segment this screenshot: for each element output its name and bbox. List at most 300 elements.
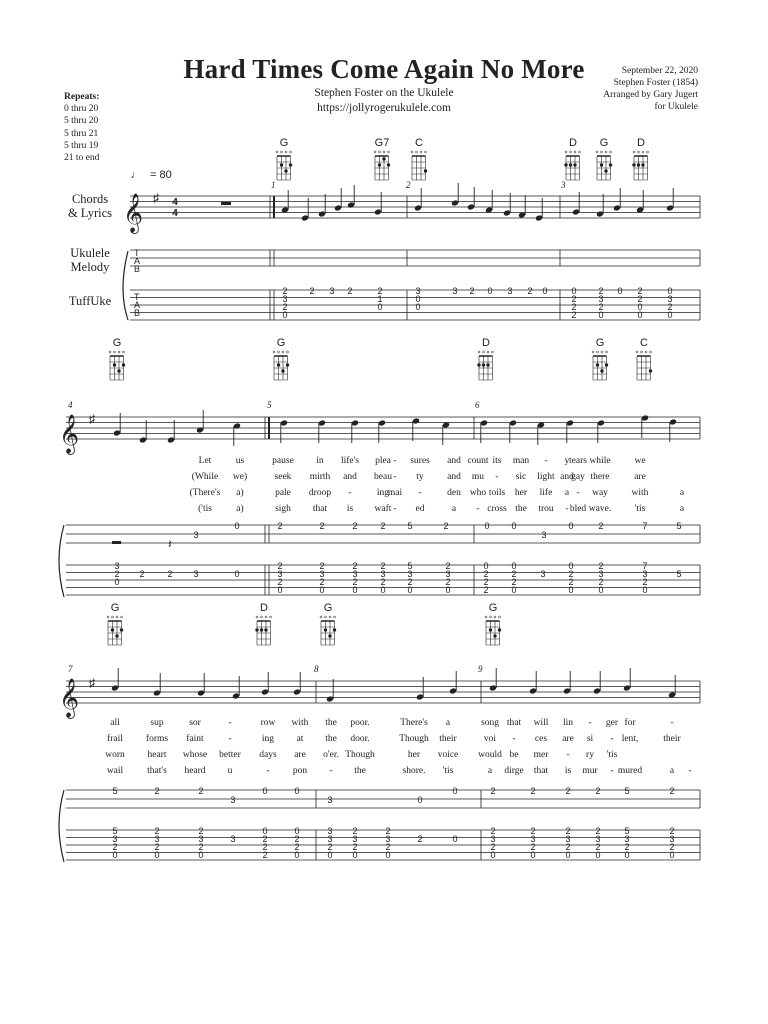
tab-fret: 0 (568, 585, 574, 595)
lyric-syllable: - (393, 472, 397, 482)
lyric-syllable: in (316, 456, 324, 466)
composer-text: Stephen Foster (1854) (613, 78, 698, 88)
lyric-syllable: mured (617, 766, 643, 776)
chord-diagram-open (320, 616, 322, 618)
tab-fret: 2 (530, 842, 536, 852)
chord-diagram-open (123, 351, 125, 353)
chord-diagram-open (107, 616, 109, 618)
tab-fret: 0 (483, 561, 489, 571)
lyric-syllable: her (514, 488, 528, 498)
lyric-syllable: - (688, 766, 692, 776)
chord-name: G (279, 137, 289, 149)
lyric-syllable: - (266, 766, 270, 776)
chord-diagram-open (112, 616, 114, 618)
tab-fret: 3 (198, 834, 204, 844)
tab-fret: 0 (262, 786, 268, 796)
lyric-syllable: mur (582, 766, 598, 776)
tab-fret: 2 (637, 294, 643, 304)
tab-fret: 5 (624, 826, 630, 836)
chord-diagram-dot (113, 363, 116, 366)
chord-diagram-dot (286, 363, 289, 366)
tab-fret: 3 (540, 569, 546, 579)
measure-number: 4 (68, 400, 73, 410)
lyric-syllable: o'er. (323, 750, 339, 760)
lyric-syllable: - (393, 456, 397, 466)
key-signature-sharp: ♯ (89, 412, 95, 426)
tab-fret: 2 (407, 577, 413, 587)
chord-diagram-open (276, 151, 278, 153)
tempo-mark: = 80 (150, 169, 172, 181)
tab-fret: 3 (352, 569, 358, 579)
chord-diagram-open (383, 151, 385, 153)
tab-fret: 0 (319, 585, 325, 595)
tab-fret: 2 (527, 286, 533, 296)
lyric-syllable: mu (471, 472, 485, 482)
tab-fret: 3 (154, 834, 160, 844)
lyric-syllable: their (439, 734, 457, 744)
lyric-syllable: door. (350, 734, 370, 744)
tab-fret: 3 (230, 834, 236, 844)
lyric-syllable: all (110, 718, 120, 728)
tab-fret: 2 (282, 302, 288, 312)
chord-diagram-open (570, 151, 572, 153)
tab-fret: 0 (667, 310, 673, 320)
tab-fret: 2 (571, 302, 577, 312)
tab-fret: 3 (277, 569, 283, 579)
chord-name: D (637, 137, 645, 149)
tab-fret: 0 (294, 786, 300, 796)
chord-diagram-open (601, 351, 603, 353)
lyric-syllable: at (296, 734, 304, 744)
lyric-syllable: - (588, 718, 592, 728)
chord-diagram-dot (333, 628, 336, 631)
measure-number: 2 (406, 180, 411, 190)
chord-diagram-open (494, 616, 496, 618)
chord-diagram-dot (489, 628, 492, 631)
tab-fret: 7 (642, 521, 648, 531)
lyric-syllable: gay (571, 472, 585, 482)
tab-fret: 3 (415, 286, 421, 296)
chord-name: D (482, 337, 490, 349)
lyric-syllable: forms (145, 734, 169, 744)
date-text: September 22, 2020 (621, 66, 698, 76)
tab-fret: 2 (568, 569, 574, 579)
lyric-syllable: bled (569, 504, 587, 514)
chord-name: D (569, 137, 577, 149)
tab-fret: 0 (282, 310, 288, 320)
tab-fret: 3 (669, 834, 675, 844)
chord-diagram-open (596, 151, 598, 153)
lyric-syllable: the (354, 766, 366, 776)
tab-fret: 3 (624, 834, 630, 844)
lyric-syllable: better (219, 750, 241, 760)
tempo-note: ♩ (130, 169, 142, 181)
tab-fret: 0 (542, 286, 548, 296)
key-signature-sharp: ♯ (153, 191, 159, 205)
lyric-syllable: faint (186, 734, 204, 744)
chord-diagram-open (282, 351, 284, 353)
lyric-syllable: a (445, 718, 451, 728)
tab-fret: 0 (617, 286, 623, 296)
tab-fret: 2 (598, 561, 604, 571)
tab-fret: 0 (598, 585, 604, 595)
chord-diagram-open (334, 616, 336, 618)
chord-name: D (260, 602, 268, 614)
chord-diagram-dot (264, 628, 267, 631)
chord-diagram-dot (604, 169, 607, 172)
chord-diagram-dot (609, 163, 612, 166)
lyric-syllable: there (590, 472, 610, 482)
lyric-syllable: will (533, 718, 549, 728)
lyric-syllable: 'tis (606, 750, 618, 760)
tab-fret: 3 (230, 795, 236, 805)
ukulele-melody-label: Ukulele Melody (70, 246, 110, 274)
measure-number: 8 (314, 664, 319, 674)
chord-diagram-open (278, 351, 280, 353)
tab-fret: 0 (277, 585, 283, 595)
tab-fret: 2 (352, 521, 358, 531)
lyric-syllable: a) (236, 504, 244, 514)
tab-fret: 5 (407, 561, 413, 571)
tab-fret: 0 (380, 585, 386, 595)
lyric-syllable: tears (569, 456, 587, 466)
quarter-rest: 𝄽 (168, 537, 172, 551)
tab-fret: 3 (598, 569, 604, 579)
lyric-syllable: den (447, 488, 461, 498)
tab-fret: 2 (385, 826, 391, 836)
tab-fret: 0 (415, 302, 421, 312)
chord-diagram-open (273, 351, 275, 353)
tab-fret: 0 (511, 521, 517, 531)
chord-diagram-dot (486, 363, 489, 366)
lyric-syllable: - (565, 504, 569, 514)
lyric-syllable: that (533, 766, 549, 776)
chord-diagram-dot (596, 363, 599, 366)
tab-fret: 7 (642, 561, 648, 571)
chord-diagram-dot (632, 163, 635, 166)
chord-diagram-dot (477, 363, 480, 366)
lyric-syllable: ry (586, 750, 594, 760)
tab-fret: 2 (352, 842, 358, 852)
chord-diagram-open (281, 151, 283, 153)
measure-number: 6 (475, 400, 480, 410)
lyric-syllable: cross (487, 504, 507, 514)
lyric-syllable: There's (400, 718, 428, 728)
tab-fret: 2 (167, 569, 173, 579)
lyric-syllable: droop (308, 488, 332, 498)
chord-diagram-dot (600, 163, 603, 166)
lyric-syllable: poor. (350, 718, 370, 728)
lyric-syllable: a (487, 766, 493, 776)
lyric-syllable: a (451, 504, 457, 514)
instrument-text: for Ukulele (654, 102, 698, 112)
lyric-syllable: a (679, 504, 685, 514)
chord-diagram-open (565, 151, 567, 153)
chord-diagram-dot (573, 163, 576, 166)
tab-fret: 0 (114, 577, 120, 587)
chord-diagram-dot (260, 628, 263, 631)
tab-fret: 2 (490, 826, 496, 836)
tab-fret: 5 (112, 826, 118, 836)
chord-name: G (276, 337, 286, 349)
tab-fret: 2 (530, 826, 536, 836)
tab-fret: 2 (154, 786, 160, 796)
lyric-syllable: sigh (275, 504, 291, 514)
tab-fret: 3 (319, 569, 325, 579)
tab-fret: 2 (198, 826, 204, 836)
chord-diagram-dot (387, 163, 390, 166)
lyric-syllable: life (539, 488, 553, 498)
tab-fret: 0 (417, 795, 423, 805)
lyric-syllable: ger (605, 718, 619, 728)
lyric-syllable: we (634, 456, 646, 466)
tab-fret: 2 (352, 577, 358, 587)
tab-fret: 2 (154, 826, 160, 836)
tab-fret: 3 (530, 834, 536, 844)
chord-diagram-open (411, 151, 413, 153)
lyric-syllable: - (495, 472, 499, 482)
tab-fret: 2 (154, 842, 160, 852)
chord-diagram-dot (289, 163, 292, 166)
lyric-syllable: mai (387, 488, 403, 498)
tab-fret: 0 (487, 286, 493, 296)
tab-clef: B (134, 308, 141, 318)
tab-fret: 2 (262, 842, 268, 852)
tab-fret: 2 (595, 826, 601, 836)
tab-fret: 2 (565, 826, 571, 836)
lyric-syllable: and (560, 472, 574, 482)
chord-diagram-dot (117, 369, 120, 372)
chord-name: G (323, 602, 333, 614)
tab-fret: 2 (598, 521, 604, 531)
tab-fret: 2 (483, 585, 489, 595)
tab-fret: 2 (667, 302, 673, 312)
lyric-syllable: heart (147, 750, 167, 760)
tab-fret: 0 (530, 850, 536, 860)
lyric-syllable: whose (182, 750, 208, 760)
tab-fret: 3 (193, 530, 199, 540)
chord-diagram-dot (569, 163, 572, 166)
chord-diagram-dot (111, 628, 114, 631)
tab-fret: 2 (417, 834, 423, 844)
lyric-syllable: that (506, 718, 522, 728)
chord-diagram-open (287, 351, 289, 353)
chord-diagram-dot (120, 628, 123, 631)
lyric-syllable: are (634, 472, 646, 482)
tab-fret: 0 (112, 850, 118, 860)
tab-fret: 2 (198, 842, 204, 852)
lyric-syllable: beau (374, 472, 392, 482)
lyric-syllable: who (469, 488, 487, 498)
tab-clef: T (134, 292, 140, 302)
tab-fret: 2 (380, 577, 386, 587)
lyric-syllable: life's (340, 456, 360, 466)
tab-clef: B (134, 264, 141, 274)
lyric-syllable: si (586, 734, 594, 744)
chord-diagram-dot (482, 363, 485, 366)
chord-diagram-dot (280, 163, 283, 166)
chord-diagram-dot (637, 163, 640, 166)
chord-diagram-open (487, 351, 489, 353)
tab-fret: 0 (377, 302, 383, 312)
lyric-syllable: song (481, 718, 499, 728)
lyric-syllable: their (663, 734, 681, 744)
tab-fret: 3 (598, 294, 604, 304)
lyric-syllable: toils (488, 488, 506, 498)
tab-fret: 0 (262, 826, 268, 836)
lyric-syllable: pon (292, 766, 308, 776)
tab-fret: 2 (309, 286, 315, 296)
tab-fret: 2 (352, 561, 358, 571)
lyric-syllable: are (562, 734, 574, 744)
tab-fret: 3 (642, 569, 648, 579)
lyric-syllable: and (447, 456, 461, 466)
lyric-syllable: voi (483, 734, 497, 744)
lyric-syllable: - (610, 734, 614, 744)
lyric-syllable: would (478, 750, 502, 760)
lyric-syllable: Let (198, 456, 212, 466)
treble-clef: 𝄞 (122, 193, 144, 233)
lyric-syllable: her (407, 750, 421, 760)
tab-fret: 0 (452, 786, 458, 796)
lyric-syllable: plea (375, 456, 391, 466)
lyric-syllable: - (544, 456, 548, 466)
chord-diagram-open (270, 616, 272, 618)
tab-fret: 5 (676, 521, 682, 531)
lyric-syllable: - (576, 488, 580, 498)
chord-diagram-dot (605, 363, 608, 366)
lyric-syllable: y (564, 456, 570, 466)
tab-fret: 0 (667, 286, 673, 296)
tab-fret: 0 (598, 310, 604, 320)
whole-rest (221, 202, 231, 205)
chord-diagram-dot (284, 169, 287, 172)
tab-fret: 2 (294, 834, 300, 844)
lyric-syllable: - (476, 504, 480, 514)
lyric-syllable: frail (107, 734, 123, 744)
lyric-syllable: Though (345, 750, 375, 760)
lyric-syllable: ('tis (198, 504, 212, 514)
lyric-syllable: days (259, 750, 277, 760)
chord-diagram-dot (641, 163, 644, 166)
tab-fret: 3 (541, 530, 547, 540)
lyric-syllable: (While (191, 472, 219, 482)
tab-fret: 2 (598, 286, 604, 296)
chord-diagram-open (109, 351, 111, 353)
lyric-syllable: - (228, 718, 232, 728)
tab-fret: 2 (669, 786, 675, 796)
lyric-syllable: worn (105, 750, 125, 760)
tab-fret: 2 (530, 786, 536, 796)
chord-diagram-open (285, 151, 287, 153)
tab-fret: 3 (282, 294, 288, 304)
tab-fret: 0 (452, 834, 458, 844)
tab-fret: 1 (377, 294, 383, 304)
lyric-syllable: pale (275, 488, 291, 498)
lyric-syllable: with (291, 718, 309, 728)
lyric-syllable: way (592, 488, 608, 498)
tab-fret: 2 (282, 286, 288, 296)
lyric-syllable: the (325, 734, 337, 744)
tab-fret: 2 (198, 786, 204, 796)
lyric-syllable: is (346, 504, 354, 514)
chord-name: C (415, 137, 423, 149)
tab-fret: 0 (407, 585, 413, 595)
chord-diagram-open (483, 351, 485, 353)
tab-fret: 5 (624, 786, 630, 796)
staff-brace (59, 790, 64, 862)
chord-diagram-open (606, 351, 608, 353)
tab-fret: 0 (352, 850, 358, 860)
chord-diagram-open (650, 351, 652, 353)
lyric-syllable: ing (261, 734, 275, 744)
tab-fret: 2 (595, 842, 601, 852)
chord-diagram-open (601, 151, 603, 153)
chord-diagram-open (114, 351, 116, 353)
lyric-syllable: be (509, 750, 519, 760)
tab-fret: 3 (507, 286, 513, 296)
chord-diagram-open (597, 351, 599, 353)
tab-fret: 2 (445, 561, 451, 571)
chord-diagram-open (256, 616, 258, 618)
lyric-syllable: u (227, 766, 233, 776)
chord-diagram-open (388, 151, 390, 153)
tab-fret: 2 (443, 521, 449, 531)
tab-fret: 3 (327, 826, 333, 836)
chord-diagram-dot (564, 163, 567, 166)
chord-name: G (110, 602, 120, 614)
tab-fret: 5 (112, 786, 118, 796)
staff-brace (59, 525, 64, 597)
website-link[interactable]: https://jollyrogerukulele.com (317, 102, 451, 114)
chord-diagram-dot (277, 363, 280, 366)
tab-clef: A (134, 300, 141, 310)
lyric-syllable: trou (538, 504, 554, 514)
lyric-syllable: that's (147, 766, 167, 776)
tab-fret: 0 (154, 850, 160, 860)
chord-diagram-dot (378, 163, 381, 166)
tab-fret: 2 (385, 842, 391, 852)
lyric-syllable: waft (374, 504, 392, 514)
lyric-syllable: its (492, 456, 502, 466)
lyric-syllable: ty (416, 472, 424, 482)
chord-diagram-open (605, 151, 607, 153)
tab-fret: 0 (484, 521, 490, 531)
time-sig-bottom: 4 (172, 208, 178, 219)
lyric-syllable: seek (274, 472, 292, 482)
tab-fret: 3 (385, 834, 391, 844)
chord-diagram-dot (498, 628, 501, 631)
tab-fret: 0 (234, 521, 240, 531)
half-rest (112, 541, 121, 544)
tab-fret: 0 (198, 850, 204, 860)
lyric-syllable: sup (150, 718, 164, 728)
lyric-syllable: - (329, 766, 333, 776)
chord-diagram-dot (600, 369, 603, 372)
tab-fret: 3 (112, 834, 118, 844)
lyric-syllable: mirth (309, 472, 331, 482)
tab-fret: 2 (637, 286, 643, 296)
tab-fret: 0 (568, 561, 574, 571)
chord-diagram-open (121, 616, 123, 618)
lyric-syllable: and (343, 472, 357, 482)
tab-fret: 0 (669, 850, 675, 860)
tab-fret: 0 (637, 302, 643, 312)
tab-fret: 3 (407, 569, 413, 579)
measure-number: 7 (68, 664, 73, 674)
tab-fret: 2 (568, 577, 574, 587)
tab-fret: 2 (490, 842, 496, 852)
